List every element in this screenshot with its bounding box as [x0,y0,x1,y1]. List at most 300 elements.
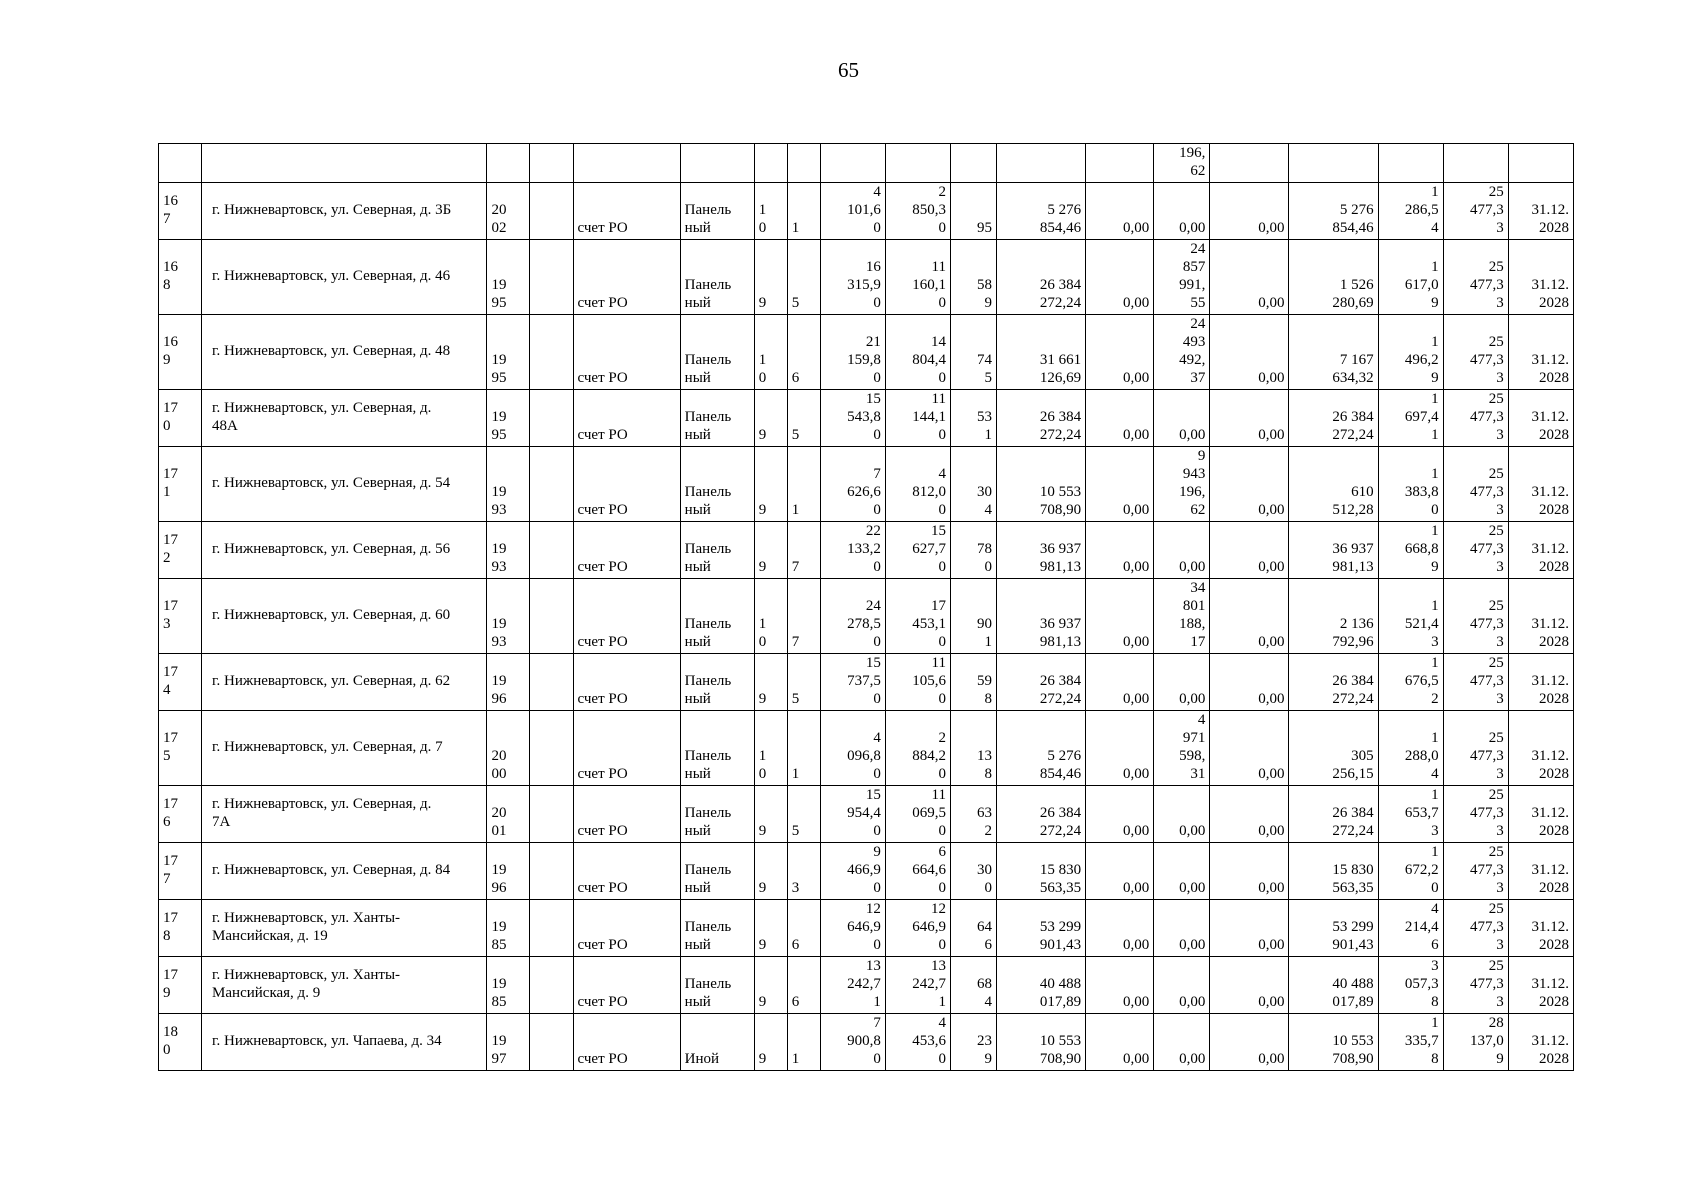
cell-people: 23 9 [950,1014,996,1071]
cell-c4: 610 512,28 [1289,447,1378,522]
cell-e [530,447,573,522]
cell-total: 5 276 854,46 [997,711,1086,786]
cell-wall: Панель ный [680,900,754,957]
cell-wall: Панель ный [680,315,754,390]
cell-total: 53 299 901,43 [997,900,1086,957]
cell-date: 31.12. 2028 [1508,315,1573,390]
cell-c4: 1 526 280,69 [1289,240,1378,315]
cell-c1: 0,00 [1086,579,1154,654]
cell-n: 17 9 [159,957,202,1014]
table-cell [1508,144,1573,183]
cell-total: 5 276 854,46 [997,183,1086,240]
cell-fund: счет РО [573,957,680,1014]
cell-date: 31.12. 2028 [1508,654,1573,711]
cell-c2: 9 943 196, 62 [1154,447,1210,522]
cell-n: 17 3 [159,579,202,654]
cell-fund: счет РО [573,315,680,390]
cell-area: 13 242,7 1 [820,957,885,1014]
cell-area2: 2 884,2 0 [885,711,950,786]
table-cell [1443,144,1508,183]
cell-c1: 0,00 [1086,654,1154,711]
cell-area: 15 543,8 0 [820,390,885,447]
cell-c6: 25 477,3 3 [1443,654,1508,711]
cell-area: 24 278,5 0 [820,579,885,654]
cell-year: 19 93 [487,522,530,579]
cell-e [530,579,573,654]
cell-n: 16 8 [159,240,202,315]
cell-c4: 26 384 272,24 [1289,786,1378,843]
table-cell [202,144,487,183]
cell-c5: 1 672,2 0 [1378,843,1443,900]
cell-c3: 0,00 [1210,183,1289,240]
cell-n: 17 4 [159,654,202,711]
cell-e [530,240,573,315]
cell-c1: 0,00 [1086,786,1154,843]
cell-floors: 9 [754,522,787,579]
cell-area: 7 626,6 0 [820,447,885,522]
cell-wall: Панель ный [680,957,754,1014]
cell-date: 31.12. 2028 [1508,522,1573,579]
cell-area2: 11 069,5 0 [885,786,950,843]
cell-people: 78 0 [950,522,996,579]
cell-fund: счет РО [573,654,680,711]
cell-year: 19 97 [487,1014,530,1071]
cell-address: г. Нижневартовск, ул. Северная, д. 54 [202,447,487,522]
cell-n: 17 1 [159,447,202,522]
cell-c2: 34 801 188, 17 [1154,579,1210,654]
cell-area: 15 954,4 0 [820,786,885,843]
cell-address: г. Нижневартовск, ул. Чапаева, д. 34 [202,1014,487,1071]
table-row [159,711,1574,786]
cell-year: 20 00 [487,711,530,786]
cell-c3: 0,00 [1210,957,1289,1014]
cell-fund: счет РО [573,522,680,579]
cell-date: 31.12. 2028 [1508,183,1573,240]
cell-entr: 5 [787,390,820,447]
cell-c1: 0,00 [1086,900,1154,957]
cell-c2: 0,00 [1154,1014,1210,1071]
cell-c5: 4 214,4 6 [1378,900,1443,957]
cell-c5: 1 335,7 8 [1378,1014,1443,1071]
cell-people: 30 4 [950,447,996,522]
cell-c1: 0,00 [1086,240,1154,315]
cell-fund: счет РО [573,447,680,522]
cell-n: 17 2 [159,522,202,579]
cell-c2: 0,00 [1154,957,1210,1014]
table-cell [573,144,680,183]
cell-year: 19 95 [487,315,530,390]
cell-c1: 0,00 [1086,447,1154,522]
page-number: 65 [838,58,859,82]
cell-c5: 1 697,4 1 [1378,390,1443,447]
cell-area2: 2 850,3 0 [885,183,950,240]
cell-c2: 24 493 492, 37 [1154,315,1210,390]
cell-date: 31.12. 2028 [1508,900,1573,957]
cell-c2: 4 971 598, 31 [1154,711,1210,786]
cell-floors: 1 0 [754,183,787,240]
cell-c6: 25 477,3 3 [1443,315,1508,390]
cell-area: 12 646,9 0 [820,900,885,957]
cell-e [530,843,573,900]
table-row [159,900,1574,957]
cell-area2: 4 812,0 0 [885,447,950,522]
cell-c5: 1 383,8 0 [1378,447,1443,522]
cell-c5: 1 617,0 9 [1378,240,1443,315]
cell-total: 15 830 563,35 [997,843,1086,900]
cell-area2: 13 242,7 1 [885,957,950,1014]
cell-c4: 36 937 981,13 [1289,522,1378,579]
cell-c4: 5 276 854,46 [1289,183,1378,240]
cell-fund: счет РО [573,390,680,447]
cell-c5: 3 057,3 8 [1378,957,1443,1014]
cell-area: 22 133,2 0 [820,522,885,579]
cell-c5: 1 496,2 9 [1378,315,1443,390]
cell-c2: 0,00 [1154,900,1210,957]
cell-floors: 1 0 [754,315,787,390]
cell-entr: 7 [787,522,820,579]
table-row [159,1014,1574,1071]
cell-entr: 1 [787,447,820,522]
cell-e [530,315,573,390]
cell-c6: 25 477,3 3 [1443,579,1508,654]
cell-c4: 2 136 792,96 [1289,579,1378,654]
cell-address: г. Нижневартовск, ул. Северная, д. 7 [202,711,487,786]
cell-year: 19 93 [487,579,530,654]
cell-fund: счет РО [573,711,680,786]
cell-n: 17 0 [159,390,202,447]
cell-e [530,654,573,711]
table-row [159,183,1574,240]
cell-area2: 12 646,9 0 [885,900,950,957]
cell-c2: 0,00 [1154,522,1210,579]
cell-address: г. Нижневартовск, ул. Северная, д. 7А [202,786,487,843]
cell-c4: 7 167 634,32 [1289,315,1378,390]
cell-address: г. Нижневартовск, ул. Северная, д. 48 [202,315,487,390]
cell-area: 4 101,6 0 [820,183,885,240]
table-cell [1210,144,1289,183]
cell-people: 53 1 [950,390,996,447]
cell-area: 4 096,8 0 [820,711,885,786]
cell-n: 16 9 [159,315,202,390]
cell-date: 31.12. 2028 [1508,447,1573,522]
cell-c6: 25 477,3 3 [1443,900,1508,957]
cell-c5: 1 286,5 4 [1378,183,1443,240]
cell-fund: счет РО [573,900,680,957]
cell-area2: 11 105,6 0 [885,654,950,711]
cell-year: 20 01 [487,786,530,843]
cell-date: 31.12. 2028 [1508,1014,1573,1071]
cell-fund: счет РО [573,843,680,900]
cell-year: 19 85 [487,957,530,1014]
cell-c2: 0,00 [1154,786,1210,843]
table-row [159,579,1574,654]
cell-floors: 9 [754,240,787,315]
cell-fund: счет РО [573,1014,680,1071]
cell-area2: 15 627,7 0 [885,522,950,579]
cell-c6: 25 477,3 3 [1443,183,1508,240]
cell-date: 31.12. 2028 [1508,390,1573,447]
cell-n: 16 7 [159,183,202,240]
cell-floors: 9 [754,900,787,957]
cell-area: 21 159,8 0 [820,315,885,390]
cell-wall: Панель ный [680,579,754,654]
cell-entr: 6 [787,315,820,390]
cell-c3: 0,00 [1210,711,1289,786]
cell-entr: 5 [787,654,820,711]
cell-floors: 9 [754,786,787,843]
cell-people: 63 2 [950,786,996,843]
cell-e [530,390,573,447]
cell-c3: 0,00 [1210,1014,1289,1071]
cell-address: г. Нижневартовск, ул. Северная, д. 84 [202,843,487,900]
cell-year: 19 95 [487,390,530,447]
cell-area2: 11 144,1 0 [885,390,950,447]
cell-c5: 1 676,5 2 [1378,654,1443,711]
cell-people: 13 8 [950,711,996,786]
cell-year: 19 95 [487,240,530,315]
cell-c2: 24 857 991, 55 [1154,240,1210,315]
cell-c6: 28 137,0 9 [1443,1014,1508,1071]
cell-c6: 25 477,3 3 [1443,843,1508,900]
cell-area: 7 900,8 0 [820,1014,885,1071]
cell-e [530,1014,573,1071]
cell-c3: 0,00 [1210,315,1289,390]
cell-c4: 53 299 901,43 [1289,900,1378,957]
cell-wall: Иной [680,1014,754,1071]
cell-fund: счет РО [573,183,680,240]
cell-area2: 14 804,4 0 [885,315,950,390]
cell-wall: Панель ный [680,843,754,900]
cell-wall: Панель ный [680,522,754,579]
cell-c3: 0,00 [1210,447,1289,522]
cell-total: 10 553 708,90 [997,447,1086,522]
cell-c3: 0,00 [1210,390,1289,447]
table-row [159,144,1574,183]
cell-c5: 1 288,0 4 [1378,711,1443,786]
cell-c3: 0,00 [1210,579,1289,654]
cell-year: 19 93 [487,447,530,522]
cell-people: 64 6 [950,900,996,957]
housing-table [158,143,1574,1071]
cell-c4: 40 488 017,89 [1289,957,1378,1014]
cell-n: 17 7 [159,843,202,900]
cell-n: 18 0 [159,1014,202,1071]
cell-total: 26 384 272,24 [997,240,1086,315]
cell-date: 31.12. 2028 [1508,957,1573,1014]
cell-c1: 0,00 [1086,390,1154,447]
cell-address: г. Нижневартовск, ул. Ханты- Мансийская, д. 19 [202,900,487,957]
cell-c3: 0,00 [1210,240,1289,315]
cell-entr: 3 [787,843,820,900]
cell-floors: 9 [754,957,787,1014]
cell-c2: 0,00 [1154,390,1210,447]
cell-c3: 0,00 [1210,522,1289,579]
table-row [159,843,1574,900]
cell-c1: 0,00 [1086,522,1154,579]
cell-c4: 305 256,15 [1289,711,1378,786]
cell-entr: 5 [787,240,820,315]
cell-c3: 0,00 [1210,654,1289,711]
cell-fund: счет РО [573,786,680,843]
cell-area2: 4 453,6 0 [885,1014,950,1071]
cell-c3: 0,00 [1210,843,1289,900]
table-row [159,522,1574,579]
cell-c1: 0,00 [1086,1014,1154,1071]
cell-e [530,786,573,843]
cell-entr: 1 [787,183,820,240]
table-cell [680,144,754,183]
cell-people: 90 1 [950,579,996,654]
table-row [159,786,1574,843]
cell-people: 59 8 [950,654,996,711]
cell-year: 19 85 [487,900,530,957]
cell-entr: 5 [787,786,820,843]
cell-c6: 25 477,3 3 [1443,786,1508,843]
cell-e [530,522,573,579]
cell-c3: 0,00 [1210,900,1289,957]
cell-area: 15 737,5 0 [820,654,885,711]
cell-address: г. Нижневартовск, ул. Северная, д. 60 [202,579,487,654]
cell-total: 26 384 272,24 [997,786,1086,843]
cell-address: г. Нижневартовск, ул. Северная, д. 46 [202,240,487,315]
cell-e [530,957,573,1014]
cell-wall: Панель ный [680,711,754,786]
table-cell [885,144,950,183]
cell-total: 40 488 017,89 [997,957,1086,1014]
cell-c1: 0,00 [1086,183,1154,240]
cell-fund: счет РО [573,240,680,315]
cell-c1: 0,00 [1086,315,1154,390]
table-cell [754,144,787,183]
cell-wall: Панель ный [680,240,754,315]
cell-floors: 1 0 [754,711,787,786]
cell-year: 20 02 [487,183,530,240]
table-cell [1086,144,1154,183]
cell-date: 31.12. 2028 [1508,711,1573,786]
cell-c2: 0,00 [1154,654,1210,711]
cell-entr: 7 [787,579,820,654]
cell-address: г. Нижневартовск, ул. Северная, д. 56 [202,522,487,579]
cell-floors: 9 [754,1014,787,1071]
cell-c3: 0,00 [1210,786,1289,843]
cell-wall: Панель ный [680,183,754,240]
table-cell [997,144,1086,183]
cell-c4: 26 384 272,24 [1289,654,1378,711]
cell-c1: 0,00 [1086,843,1154,900]
table-cell [1378,144,1443,183]
table-cell [159,144,202,183]
cell-address: г. Нижневартовск, ул. Ханты- Мансийская, д. 9 [202,957,487,1014]
cell-fund: счет РО [573,579,680,654]
cell-e [530,183,573,240]
table-row [159,654,1574,711]
cell-c4: 10 553 708,90 [1289,1014,1378,1071]
cell-wall: Панель ный [680,447,754,522]
cell-total: 26 384 272,24 [997,390,1086,447]
cell-total: 26 384 272,24 [997,654,1086,711]
cell-area2: 17 453,1 0 [885,579,950,654]
cell-entr: 1 [787,1014,820,1071]
cell-c6: 25 477,3 3 [1443,522,1508,579]
cell-year: 19 96 [487,654,530,711]
cell-n: 17 8 [159,900,202,957]
cell-area: 9 466,9 0 [820,843,885,900]
cell-people: 95 [950,183,996,240]
cell-c5: 1 668,8 9 [1378,522,1443,579]
cell-n: 17 6 [159,786,202,843]
table-cell [820,144,885,183]
cell-people: 68 4 [950,957,996,1014]
table-row [159,240,1574,315]
cell-c6: 25 477,3 3 [1443,240,1508,315]
cell-c6: 25 477,3 3 [1443,957,1508,1014]
cell-date: 31.12. 2028 [1508,579,1573,654]
cell-c6: 25 477,3 3 [1443,390,1508,447]
cell-n: 17 5 [159,711,202,786]
table-cell [950,144,996,183]
cell-people: 58 9 [950,240,996,315]
cell-total: 10 553 708,90 [997,1014,1086,1071]
cell-e [530,900,573,957]
cell-wall: Панель ный [680,786,754,843]
cell-area2: 11 160,1 0 [885,240,950,315]
cell-people: 30 0 [950,843,996,900]
cell-floors: 1 0 [754,579,787,654]
cell-wall: Панель ный [680,654,754,711]
cell-entr: 1 [787,711,820,786]
table-cell [487,144,530,183]
cell-total: 36 937 981,13 [997,579,1086,654]
cell-c2: 0,00 [1154,183,1210,240]
table-cell [530,144,573,183]
table-row [159,957,1574,1014]
cell-c6: 25 477,3 3 [1443,711,1508,786]
cell-address: г. Нижневартовск, ул. Северная, д. 3Б [202,183,487,240]
cell-date: 31.12. 2028 [1508,786,1573,843]
cell-total: 36 937 981,13 [997,522,1086,579]
cell-address: г. Нижневартовск, ул. Северная, д. 48А [202,390,487,447]
cell-c1: 0,00 [1086,957,1154,1014]
cell-entr: 6 [787,900,820,957]
table-cell: 196, 62 [1154,144,1210,183]
cell-wall: Панель ный [680,390,754,447]
cell-c6: 25 477,3 3 [1443,447,1508,522]
table-cell [1289,144,1378,183]
table-row [159,315,1574,390]
cell-area2: 6 664,6 0 [885,843,950,900]
cell-c1: 0,00 [1086,711,1154,786]
cell-floors: 9 [754,390,787,447]
cell-c5: 1 521,4 3 [1378,579,1443,654]
cell-date: 31.12. 2028 [1508,240,1573,315]
cell-c4: 26 384 272,24 [1289,390,1378,447]
cell-entr: 6 [787,957,820,1014]
cell-date: 31.12. 2028 [1508,843,1573,900]
table-cell [787,144,820,183]
table-row [159,447,1574,522]
cell-e [530,711,573,786]
cell-address: г. Нижневартовск, ул. Северная, д. 62 [202,654,487,711]
cell-area: 16 315,9 0 [820,240,885,315]
cell-floors: 9 [754,654,787,711]
cell-people: 74 5 [950,315,996,390]
cell-c2: 0,00 [1154,843,1210,900]
cell-c4: 15 830 563,35 [1289,843,1378,900]
cell-total: 31 661 126,69 [997,315,1086,390]
cell-year: 19 96 [487,843,530,900]
cell-c5: 1 653,7 3 [1378,786,1443,843]
table-row [159,390,1574,447]
